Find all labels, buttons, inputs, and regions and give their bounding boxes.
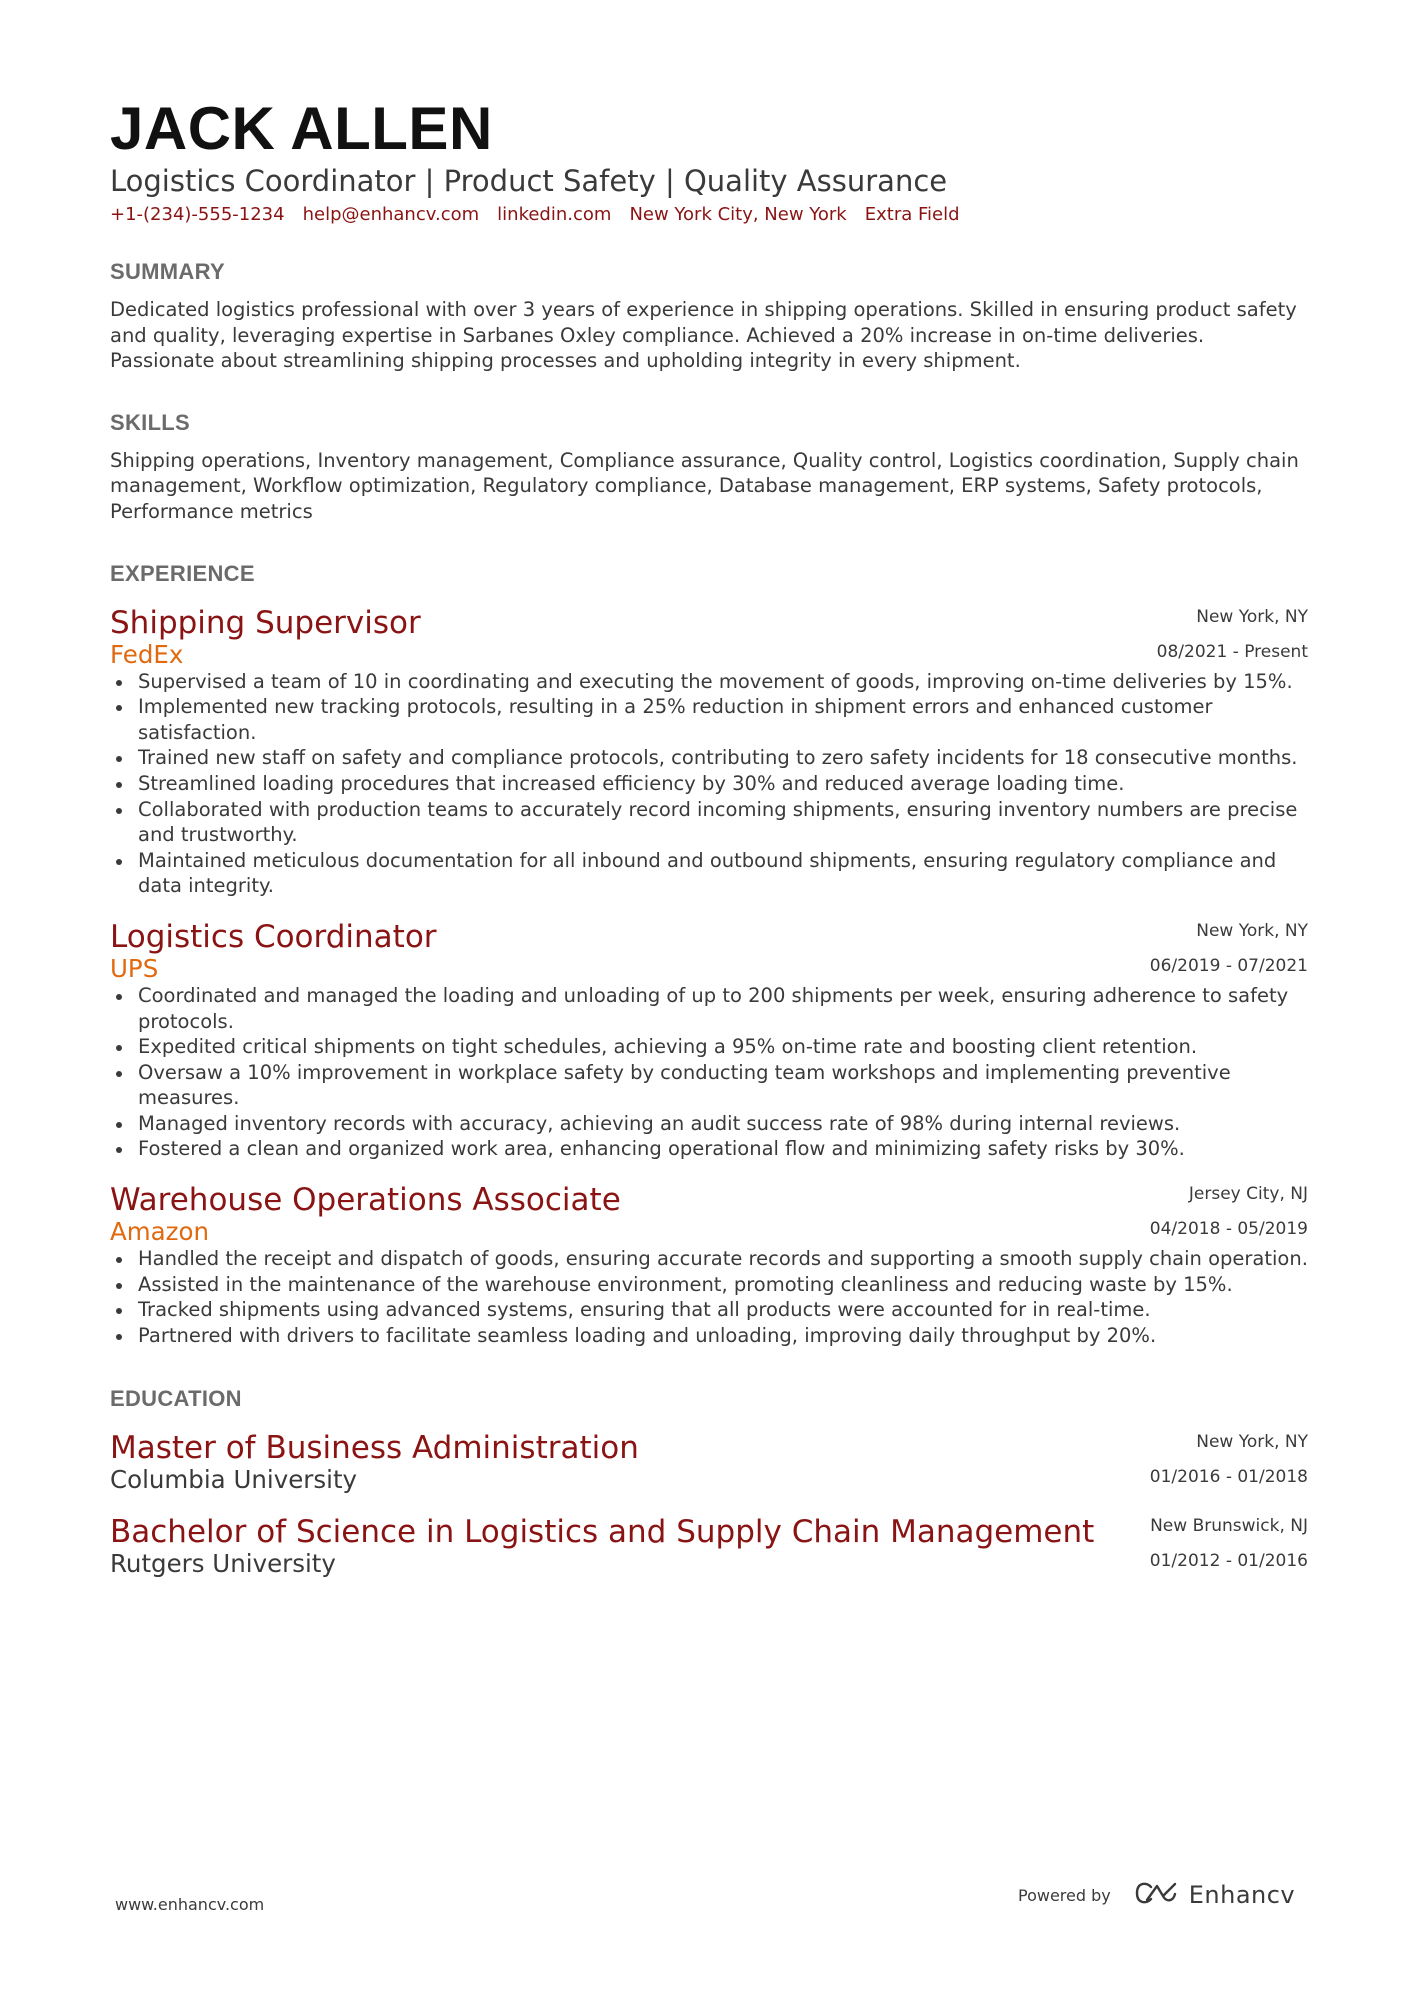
- summary-section: [110, 259, 1308, 374]
- skills-section: [110, 410, 1308, 525]
- summary-title: SUMMARY: [110, 259, 225, 284]
- experience-entry: [110, 603, 1308, 899]
- school-location: New Brunswick, NJ: [1150, 1516, 1308, 1537]
- contact-bar: [110, 201, 1308, 229]
- job-title: Shipping Supervisor: [110, 604, 421, 641]
- school-location: New York, NY: [1196, 1432, 1308, 1453]
- footer-branding: [1018, 1880, 1295, 1910]
- summary-text: Dedicated logistics professional with over 3 years of experience in shipping operations. Skilled in ensuring product safety and quality, leveraging expertise in Sarbanes Oxley compliance. Achieved a 20% increase in on-time deliveries. Passionate about streamlining shipping processes and upholding integrity in every shipment.: [110, 298, 1297, 373]
- skills-text: Shipping operations, Inventory management, Compliance assurance, Quality control, Logistics coordination, Supply chain management, Workflow optimization, Regulatory compliance, Database management, ERP systems, Safety protocols, Performance metrics: [110, 448, 1299, 523]
- job-bullets: [110, 1246, 1308, 1348]
- job-bullets: [110, 669, 1308, 899]
- experience-entry: [110, 917, 1308, 1162]
- job-dates: 08/2021 - Present: [1156, 641, 1308, 662]
- school-name: Rutgers University: [110, 1549, 336, 1579]
- degree-title: Bachelor of Science in Logistics and Supply Chain Management: [110, 1514, 1095, 1551]
- education-entry: [110, 1512, 1308, 1578]
- school-name: Columbia University: [110, 1465, 358, 1495]
- bullet-item: Tracked shipments using advanced systems, ensuring that all products were accounted for in real-time.: [110, 1297, 1308, 1323]
- company-name: FedEx: [110, 639, 184, 669]
- resume-page: [110, 95, 1308, 1578]
- powered-by-label: Powered by: [1018, 1885, 1111, 1905]
- bullet-item: Trained new staff on safety and compliance protocols, contributing to zero safety incidents for 18 consecutive months.: [110, 745, 1308, 771]
- bullet-item: Assisted in the maintenance of the warehouse environment, promoting cleanliness and reducing waste by 15%.: [110, 1272, 1308, 1298]
- education-section: [110, 1386, 1308, 1578]
- brand-name: Enhancv: [1188, 1881, 1296, 1909]
- job-location: Jersey City, NJ: [1188, 1184, 1308, 1205]
- school-dates: 01/2016 - 01/2018: [1149, 1467, 1308, 1488]
- bullet-item: Oversaw a 10% improvement in workplace safety by conducting team workshops and implementing preventive measures.: [110, 1060, 1308, 1111]
- job-title: Warehouse Operations Associate: [110, 1182, 621, 1219]
- bullet-item: Maintained meticulous documentation for all inbound and outbound shipments, ensuring regulatory compliance and data integrity.: [110, 848, 1308, 899]
- contact-email[interactable]: help@enhancv.com: [302, 204, 480, 225]
- bullet-item: Streamlined loading procedures that increased efficiency by 30% and reduced average loading time.: [110, 771, 1308, 797]
- contact-location: New York City, New York: [629, 204, 847, 225]
- job-dates: 06/2019 - 07/2021: [1149, 955, 1308, 976]
- bullet-item: Implemented new tracking protocols, resulting in a 25% reduction in shipment errors and enhanced customer satisfaction.: [110, 694, 1308, 745]
- degree-title: Master of Business Administration: [110, 1430, 639, 1467]
- bullet-item: Coordinated and managed the loading and unloading of up to 200 shipments per week, ensuring adherence to safety protocols.: [110, 983, 1308, 1034]
- bullet-item: Managed inventory records with accuracy, achieving an audit success rate of 98% during internal reviews.: [110, 1111, 1308, 1137]
- job-dates: 04/2018 - 05/2019: [1149, 1219, 1308, 1240]
- bullet-item: Supervised a team of 10 in coordinating and executing the movement of goods, improving on-time deliveries by 15%.: [110, 669, 1308, 695]
- job-bullets: [110, 983, 1308, 1162]
- enhancv-brand[interactable]: [1133, 1880, 1295, 1910]
- experience-section: [110, 561, 1308, 1349]
- skills-title: SKILLS: [110, 409, 191, 435]
- bullet-item: Partnered with drivers to facilitate seamless loading and unloading, improving daily throughput by 20%.: [110, 1323, 1308, 1349]
- job-title: Logistics Coordinator: [110, 918, 437, 955]
- bullet-item: Fostered a clean and organized work area, enhancing operational flow and minimizing safety risks by 30%.: [110, 1136, 1308, 1162]
- experience-title: EXPERIENCE: [110, 560, 255, 586]
- education-title: EDUCATION: [110, 1386, 242, 1412]
- candidate-name: JACK ALLEN: [110, 95, 493, 162]
- bullet-item: Handled the receipt and dispatch of goods, ensuring accurate records and supporting a smooth supply chain operation.: [110, 1246, 1308, 1272]
- company-name: UPS: [110, 953, 159, 983]
- contact-linkedin[interactable]: linkedin.com: [497, 204, 612, 225]
- company-name: Amazon: [110, 1217, 210, 1247]
- footer-website[interactable]: www.enhancv.com: [115, 1895, 265, 1914]
- candidate-headline: Logistics Coordinator | Product Safety | Quality Assurance: [110, 164, 948, 198]
- contact-extra: Extra Field: [864, 204, 960, 225]
- job-location: New York, NY: [1196, 606, 1308, 627]
- contact-phone[interactable]: +1-(234)-555-1234: [110, 204, 285, 225]
- job-location: New York, NY: [1196, 920, 1308, 941]
- bullet-item: Expedited critical shipments on tight schedules, achieving a 95% on-time rate and boosting client retention.: [110, 1034, 1308, 1060]
- bullet-item: Collaborated with production teams to accurately record incoming shipments, ensuring inventory numbers are precise and trustworthy.: [110, 797, 1308, 848]
- school-dates: 01/2012 - 01/2016: [1149, 1551, 1308, 1572]
- enhancv-logo-icon: [1133, 1880, 1179, 1910]
- education-entry: [110, 1428, 1308, 1494]
- experience-entry: [110, 1180, 1308, 1348]
